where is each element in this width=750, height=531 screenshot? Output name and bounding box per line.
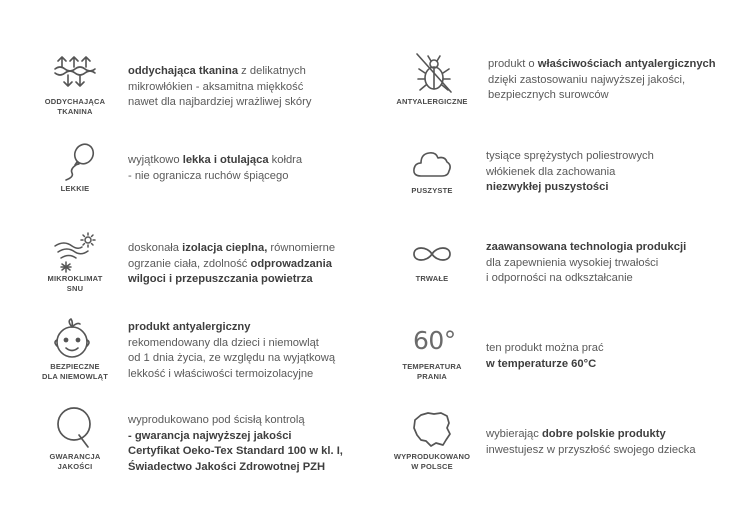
- description-text: i odporności na odkształcanie: [486, 272, 633, 284]
- feature-description: [486, 149, 654, 196]
- description-bold-text: oddychająca tkanina: [128, 65, 239, 77]
- description-line: [128, 257, 335, 273]
- description-line: [128, 80, 311, 96]
- feature-label: LEKKIE: [60, 184, 90, 193]
- feature-label: ODDYCHAJĄCA TKANINA: [44, 97, 106, 116]
- feature-label: MIKROKLIMAT SNU: [47, 274, 103, 293]
- description-line: [128, 413, 343, 429]
- description-text: rekomendowany dla dzieci i niemowląt: [128, 336, 319, 349]
- description-text: inwestujesz w przyszłość swojego dziecka: [486, 443, 696, 456]
- description-text: z delikatnych: [238, 65, 306, 77]
- description-line: [486, 256, 686, 272]
- description-bold-text: Świadectwo Jakości Zdrowotnej PZH: [128, 460, 326, 473]
- feature-label: BEZPIECZNE DLA NIEMOWLĄT: [41, 362, 109, 381]
- feature-label: PUSZYSTE: [411, 186, 453, 195]
- feature-description: [486, 341, 604, 372]
- description-bold-text: wilgoci i przepuszczania powietrza: [128, 273, 313, 285]
- feature-description: [128, 64, 311, 111]
- description-bold-text: lekka i otulająca: [182, 154, 269, 166]
- feature-description: [488, 57, 716, 104]
- description-text: lekkość i właściwości termoizolacyjne: [128, 367, 314, 380]
- description-line: [128, 444, 343, 460]
- cloud-icon: [412, 148, 452, 180]
- description-line: [128, 64, 311, 80]
- balloon-icon: [60, 143, 96, 181]
- description-text: produkt o: [488, 58, 538, 70]
- feature-description: [128, 153, 302, 184]
- description-text: dla zapewnienia wysokiej trwałości: [486, 256, 659, 269]
- description-text: wybierając: [486, 428, 542, 440]
- description-text: włókienek dla zachowania: [486, 165, 616, 178]
- description-line: [128, 320, 335, 336]
- description-text: od 1 dnia życia, ze względu na wyjątkową: [128, 352, 336, 364]
- description-line: [488, 57, 716, 73]
- description-bold-text: Certyfikat Oeko-Tex Standard 100 w kl. I,: [128, 445, 343, 457]
- infinity-icon: [412, 244, 452, 264]
- description-line: [128, 153, 302, 169]
- description-line: [488, 73, 716, 89]
- description-text: wyprodukowano pod ścisłą kontrolą: [128, 414, 305, 426]
- description-bold-text: produkt antyalergiczny: [128, 321, 251, 333]
- description-bold-text: odprowadzania: [250, 257, 332, 270]
- description-bold-text: izolacja cieplna,: [182, 242, 268, 254]
- description-bold-text: - gwarancja najwyższej jakości: [128, 429, 292, 442]
- description-text: mikrowłókien - aksamitna miękkość: [128, 80, 304, 93]
- quality-q-icon: [55, 405, 95, 449]
- feature-description: [128, 413, 343, 475]
- wind-snow-sun-icon: [52, 232, 98, 272]
- description-text: nawet dla najbardziej wrażliwej skóry: [128, 96, 312, 108]
- description-line: [488, 88, 716, 104]
- description-text: - nie ogranicza ruchów śpiącego: [128, 169, 289, 182]
- breathable-arrows-icon: [52, 55, 98, 93]
- feature-label: WYPRODUKOWANO W POLSCE: [393, 452, 471, 471]
- description-line: [486, 357, 604, 373]
- description-line: [128, 351, 335, 367]
- feature-description: [486, 427, 696, 458]
- feature-label: GWARANCJA JAKOŚCI: [49, 452, 101, 471]
- description-line: [486, 165, 654, 181]
- description-line: [486, 427, 696, 443]
- description-line: [486, 180, 654, 196]
- feature-label: TRWAŁE: [415, 274, 449, 283]
- description-line: [128, 460, 343, 476]
- feature-description: [486, 240, 686, 287]
- description-line: [128, 95, 311, 111]
- description-bold-text: właściwościach antyalergicznych: [537, 58, 716, 70]
- description-line: [486, 271, 686, 287]
- description-line: [128, 272, 335, 288]
- temperature-60-icon: 60°: [413, 326, 456, 355]
- description-line: [128, 241, 335, 257]
- description-line: [128, 336, 335, 352]
- description-text: bezpiecznych surowców: [488, 89, 609, 101]
- description-text: tysiące sprężystych poliestrowych: [486, 150, 654, 162]
- poland-map-icon: [412, 410, 452, 448]
- no-dust-mite-icon: [414, 52, 454, 94]
- description-line: [128, 429, 343, 445]
- feature-description: [128, 241, 335, 288]
- description-line: [128, 169, 302, 185]
- description-line: [486, 149, 654, 165]
- description-line: [486, 341, 604, 357]
- description-text: doskonała: [128, 242, 183, 254]
- description-text: dzięki zastosowaniu najwyższej jakości,: [488, 73, 686, 86]
- description-line: [128, 367, 335, 383]
- description-bold-text: zaawansowana technologia produkcji: [486, 241, 687, 253]
- baby-face-icon: [52, 318, 92, 360]
- description-bold-text: dobre polskie produkty: [541, 428, 666, 440]
- feature-label: ANTYALERGICZNE: [396, 97, 468, 106]
- description-line: [486, 443, 696, 459]
- description-text: ogrzanie ciała, zdolność: [128, 257, 251, 270]
- description-text: ten produkt można prać: [486, 342, 604, 354]
- description-bold-text: niezwykłej puszystości: [486, 181, 609, 193]
- feature-label: TEMPERATURA PRANIA: [402, 362, 462, 381]
- feature-description: [128, 320, 335, 382]
- description-bold-text: w temperaturze 60°C: [486, 357, 597, 370]
- description-text: wyjątkowo: [128, 154, 183, 166]
- description-line: [486, 240, 686, 256]
- description-text: równomierne: [267, 242, 336, 254]
- description-text: kołdra: [268, 154, 303, 166]
